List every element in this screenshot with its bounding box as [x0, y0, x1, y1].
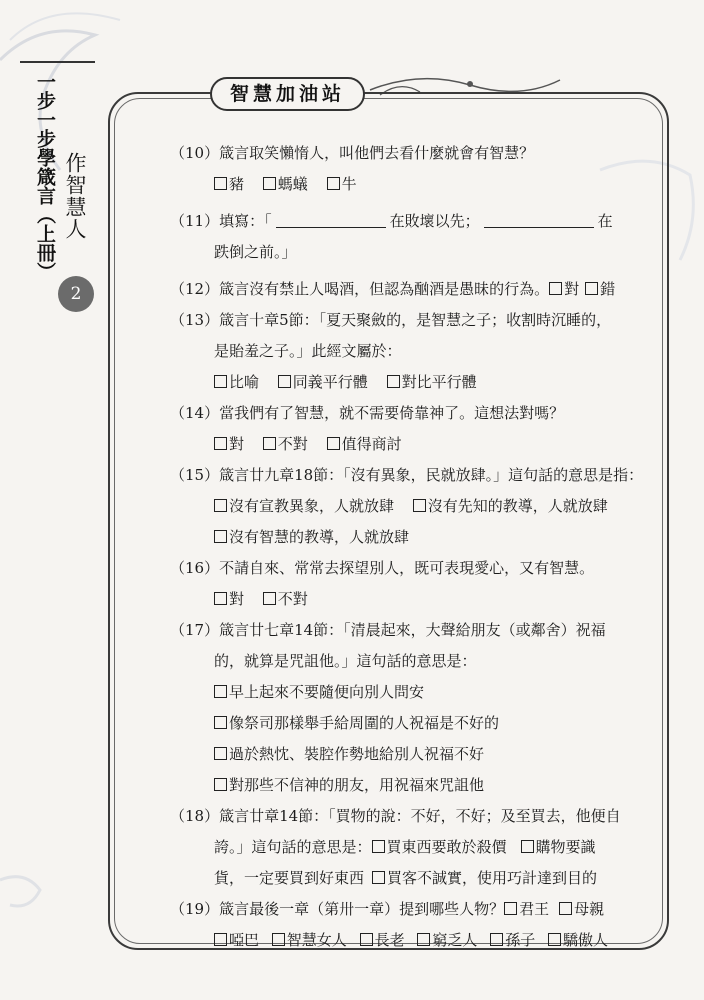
question-number: （14） — [170, 404, 220, 422]
question-number: （19） — [170, 900, 220, 918]
book-title-text: 一步一步學箴言（上冊） — [34, 72, 56, 281]
option-checkbox[interactable] — [548, 925, 608, 956]
option-checkbox[interactable] — [360, 925, 405, 956]
option-checkbox[interactable] — [263, 584, 308, 615]
option-label: 錯 — [600, 280, 616, 298]
question-number: （18） — [170, 807, 220, 825]
option-label: 買東西要敢於殺價 — [386, 838, 507, 856]
option-checkbox[interactable] — [504, 894, 549, 925]
option-checkbox[interactable] — [214, 429, 244, 460]
question-number: （12） — [170, 280, 220, 298]
checkbox-icon — [521, 840, 534, 853]
option-checkbox[interactable] — [263, 429, 308, 460]
option-label: 母親 — [574, 900, 605, 918]
checkbox-icon — [214, 716, 227, 729]
option-checkbox[interactable] — [549, 274, 579, 305]
question-text: 不請自來、常常去探望別人，既可表現愛心，又有智慧。 — [219, 559, 595, 577]
option-checkbox[interactable] — [214, 491, 394, 522]
option-label: 過於熱忱、裝腔作勢地給別人祝福不好 — [229, 745, 485, 763]
checkbox-icon — [549, 282, 562, 295]
option-checkbox[interactable] — [521, 832, 596, 863]
option-checkbox[interactable] — [214, 739, 484, 770]
checkbox-icon — [417, 933, 430, 946]
option-label: 孫子 — [505, 931, 536, 949]
book-title — [33, 72, 59, 281]
question-text: 填寫：「 — [219, 212, 272, 230]
checkbox-icon — [214, 437, 227, 450]
option-checkbox[interactable] — [272, 925, 347, 956]
checkbox-icon — [214, 933, 227, 946]
page-number: 2 — [58, 276, 94, 312]
option-checkbox[interactable] — [214, 925, 259, 956]
question-text: 是貽羞之子。」此經文屬於： — [214, 342, 402, 360]
checkbox-icon — [372, 840, 385, 853]
checkbox-icon — [263, 437, 276, 450]
option-label: 長老 — [374, 931, 405, 949]
checkbox-icon — [548, 933, 561, 946]
option-checkbox[interactable] — [214, 367, 259, 398]
option-label: 螞蟻 — [277, 175, 308, 193]
option-checkbox[interactable] — [372, 863, 597, 894]
checkbox-icon — [360, 933, 373, 946]
option-checkbox[interactable] — [214, 770, 484, 801]
option-label: 值得商討 — [341, 435, 402, 453]
option-label: 對 — [229, 435, 245, 453]
checkbox-icon — [214, 375, 227, 388]
option-checkbox[interactable] — [585, 274, 615, 305]
option-label: 不對 — [277, 435, 308, 453]
section-header: 智慧加油站 — [210, 77, 365, 111]
option-label: 對那些不信神的朋友，用祝福來咒詛他 — [229, 776, 485, 794]
question-13 — [170, 305, 650, 398]
question-15 — [170, 460, 650, 553]
option-label: 比喻 — [229, 373, 260, 391]
option-checkbox[interactable] — [417, 925, 477, 956]
option-label: 沒有智慧的教導，人就放肆 — [229, 528, 410, 546]
checkbox-icon — [372, 871, 385, 884]
question-text: 箴言最後一章（第卅一章）提到哪些人物？ — [219, 900, 505, 918]
option-label: 君王 — [519, 900, 550, 918]
checkbox-icon — [278, 375, 291, 388]
option-checkbox[interactable] — [214, 708, 499, 739]
option-checkbox[interactable] — [214, 522, 409, 553]
question-text: 在敗壞以先； — [389, 212, 480, 230]
option-checkbox[interactable] — [387, 367, 477, 398]
question-text: 箴言取笑懶惰人，叫他們去看什麼就會有智慧？ — [219, 144, 535, 162]
option-label: 對 — [229, 590, 245, 608]
option-label: 驕傲人 — [562, 931, 608, 949]
question-number: （10） — [170, 144, 220, 162]
checkbox-icon — [263, 177, 276, 190]
checkbox-icon — [214, 778, 227, 791]
question-text: 箴言十章5節：「夏天聚斂的，是智慧之子；收割時沉睡的， — [219, 311, 612, 329]
question-list — [170, 138, 650, 956]
checkbox-icon — [214, 747, 227, 760]
option-checkbox[interactable] — [214, 584, 244, 615]
checkbox-icon — [387, 375, 400, 388]
checkbox-icon — [327, 177, 340, 190]
option-checkbox[interactable] — [214, 169, 244, 200]
option-label: 沒有宣教異象，人就放肆 — [229, 497, 395, 515]
question-19 — [170, 894, 650, 956]
question-text: 的，就算是咒詛他。」這句話的意思是： — [214, 652, 477, 670]
question-number: （11） — [170, 212, 220, 230]
option-checkbox[interactable] — [327, 169, 357, 200]
option-label: 對 — [564, 280, 580, 298]
option-label: 早上起來不要隨便向別人問安 — [229, 683, 425, 701]
option-label: 智慧女人 — [286, 931, 347, 949]
option-checkbox[interactable] — [263, 169, 308, 200]
question-10 — [170, 138, 650, 200]
question-number: （17） — [170, 621, 220, 639]
option-checkbox[interactable] — [490, 925, 535, 956]
question-text: 當我們有了智慧，就不需要倚靠神了。這想法對嗎？ — [219, 404, 565, 422]
option-checkbox[interactable] — [278, 367, 368, 398]
question-14 — [170, 398, 650, 460]
option-label: 像祭司那樣舉手給周圍的人祝福是不好的 — [229, 714, 500, 732]
checkbox-icon — [214, 685, 227, 698]
checkbox-icon — [272, 933, 285, 946]
question-number: （16） — [170, 559, 220, 577]
option-label: 沒有先知的教導，人就放肆 — [427, 497, 608, 515]
question-number: （13） — [170, 311, 220, 329]
question-18 — [170, 801, 650, 894]
checkbox-icon — [585, 282, 598, 295]
chapter-subtitle: 作智慧人 — [63, 152, 87, 240]
question-12 — [170, 274, 650, 305]
option-label: 不對 — [277, 590, 308, 608]
option-label: 豬 — [229, 175, 245, 193]
question-text: 箴言廿七章14節：「清晨起來，大聲給朋友（或鄰舍）祝福 — [219, 621, 606, 639]
question-11 — [170, 206, 650, 268]
question-text: 在 — [597, 212, 613, 230]
option-label: 購物要識 — [535, 838, 596, 856]
option-label: 窮乏人 — [432, 931, 478, 949]
option-label: 啞巴 — [229, 931, 260, 949]
fill-in-blank[interactable] — [276, 213, 386, 228]
question-number: （15） — [170, 466, 220, 484]
checkbox-icon — [263, 592, 276, 605]
checkbox-icon — [490, 933, 503, 946]
checkbox-icon — [327, 437, 340, 450]
question-text: 誇。」這句話的意思是： — [214, 838, 372, 856]
question-text: 箴言廿九章18節：「沒有異象，民就放肆。」這句話的意思是指： — [219, 466, 644, 484]
checkbox-icon — [214, 592, 227, 605]
checkbox-icon — [504, 902, 517, 915]
question-16 — [170, 553, 650, 615]
checkbox-icon — [413, 499, 426, 512]
option-checkbox[interactable] — [214, 677, 424, 708]
option-label: 同義平行體 — [292, 373, 368, 391]
question-text: 箴言沒有禁止人喝酒，但認為酗酒是愚昧的行為。 — [219, 280, 550, 298]
question-text: 箴言廿章14節：「買物的說：不好，不好；及至買去，他便自 — [219, 807, 621, 825]
question-17 — [170, 615, 650, 801]
option-label: 牛 — [341, 175, 357, 193]
option-checkbox[interactable] — [327, 429, 402, 460]
option-checkbox[interactable] — [413, 491, 608, 522]
checkbox-icon — [214, 499, 227, 512]
option-label: 買客不誠實，使用巧計達到目的 — [387, 869, 598, 887]
question-text: 跌倒之前。」 — [214, 243, 297, 261]
checkbox-icon — [214, 530, 227, 543]
fill-in-blank[interactable] — [484, 213, 594, 228]
checkbox-icon — [559, 902, 572, 915]
option-label: 對比平行體 — [401, 373, 477, 391]
option-checkbox[interactable] — [559, 894, 604, 925]
option-checkbox[interactable] — [372, 832, 507, 863]
checkbox-icon — [214, 177, 227, 190]
question-text: 貨，一定要買到好東西 — [214, 869, 365, 887]
